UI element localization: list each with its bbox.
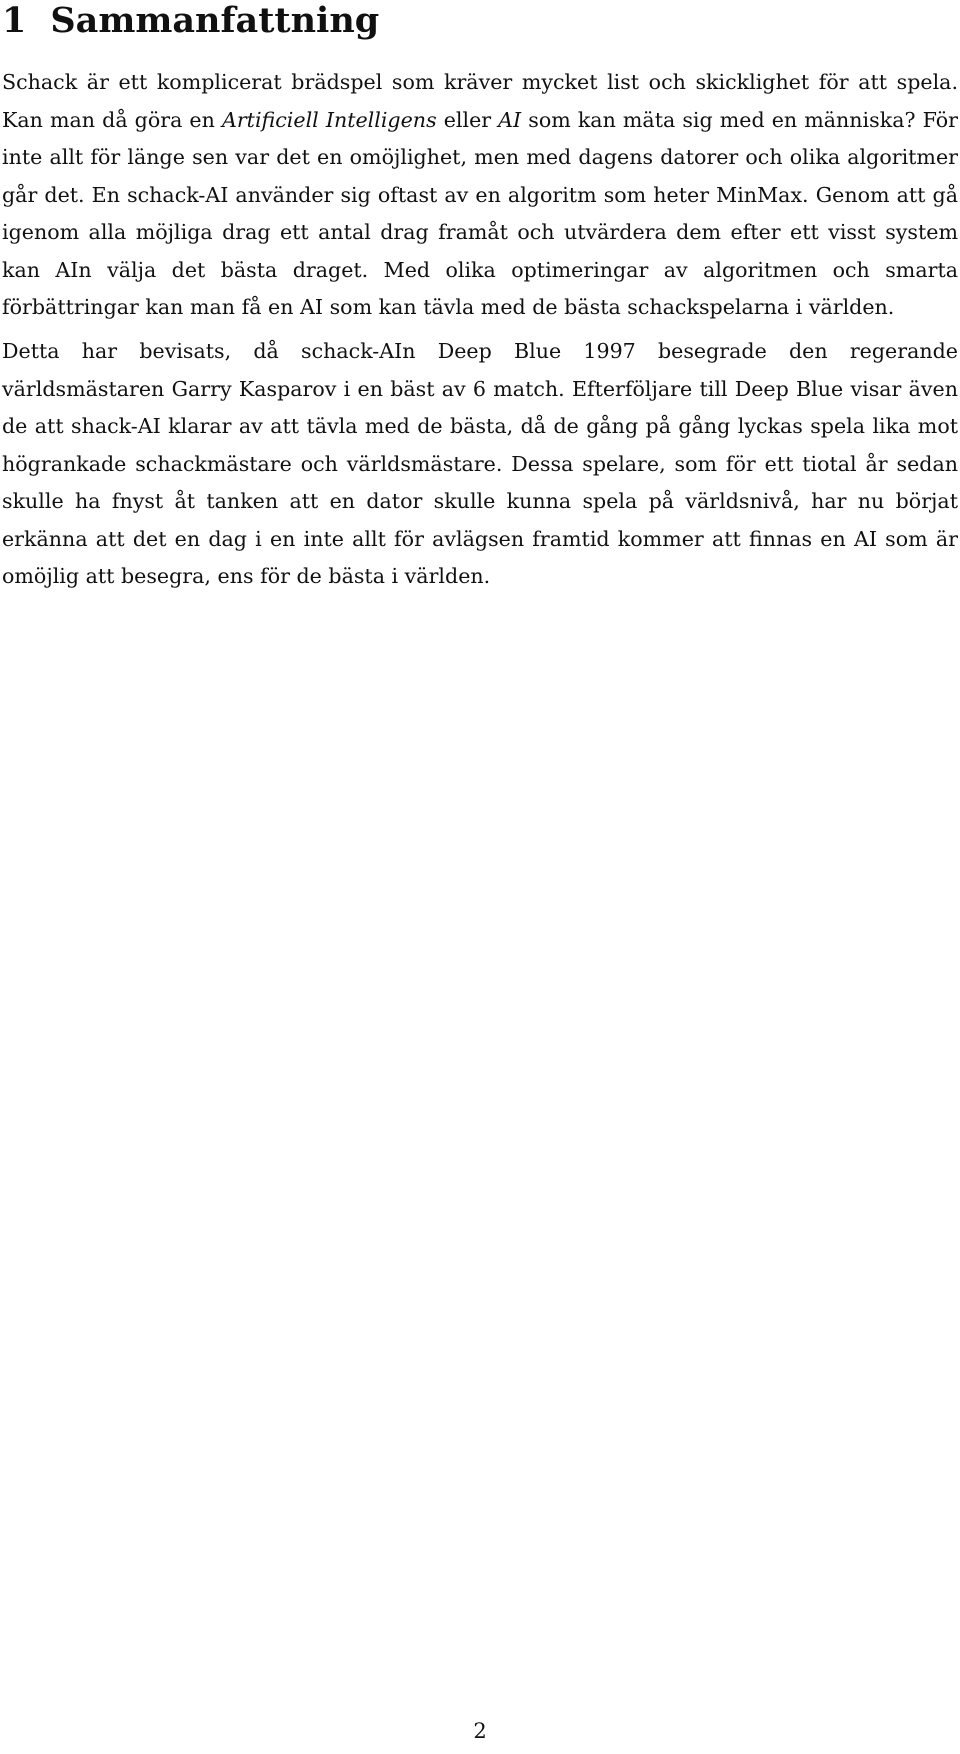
section-heading: [2, 0, 379, 42]
paragraph-text: Schack är ett komplicerat brädspel som kräver mycket list och skicklighet för att spela. Kan man då göra en: [2, 70, 958, 132]
emphasis-term: Artificiell Intelligens: [221, 107, 437, 132]
page-number: 2: [473, 1719, 487, 1743]
paragraph-text: som kan mäta sig med en människa? För inte allt för länge sen var det en omöjlighet, men med dagens datorer och olika algoritmer går det. En schack-AI använder sig oftast av en algoritm som heter MinMax. Genom att gå igenom alla möjliga drag ett antal drag framåt och utvärdera dem efter ett visst system kan AIn välja det bästa draget. Med olika optimeringar av algoritmen och smarta förbättringar kan man få en AI som kan tävla med de bästa schackspelarna i världen.: [2, 107, 958, 319]
paragraph-text: eller: [436, 107, 499, 132]
summary-paragraph-2: Detta har bevisats, då schack-AIn Deep Blue 1997 besegrade den regerande världsmästaren Garry Kasparov i en bäst av 6 match. Efterföljare till Deep Blue visar även de att shack-AI klarar av att tävla med de bästa, då de gång på gång lyckas spela lika mot högrankade schackmästare och världsmästare. Dessa spelare, som för ett tiotal år sedan skulle ha fnyst åt tanken att en dator skulle kunna spela på världsnivå, har nu börjat erkänna att det en dag i en inte allt för avlägsen framtid kommer att finnas en AI som är omöjlig att besegra, ens för de bästa i världen.: [2, 339, 958, 588]
section-title: Sammanfattning: [50, 0, 380, 41]
summary-paragraph-1: [2, 64, 958, 327]
section-number: 1: [2, 0, 27, 41]
emphasis-term: AI: [498, 107, 522, 132]
